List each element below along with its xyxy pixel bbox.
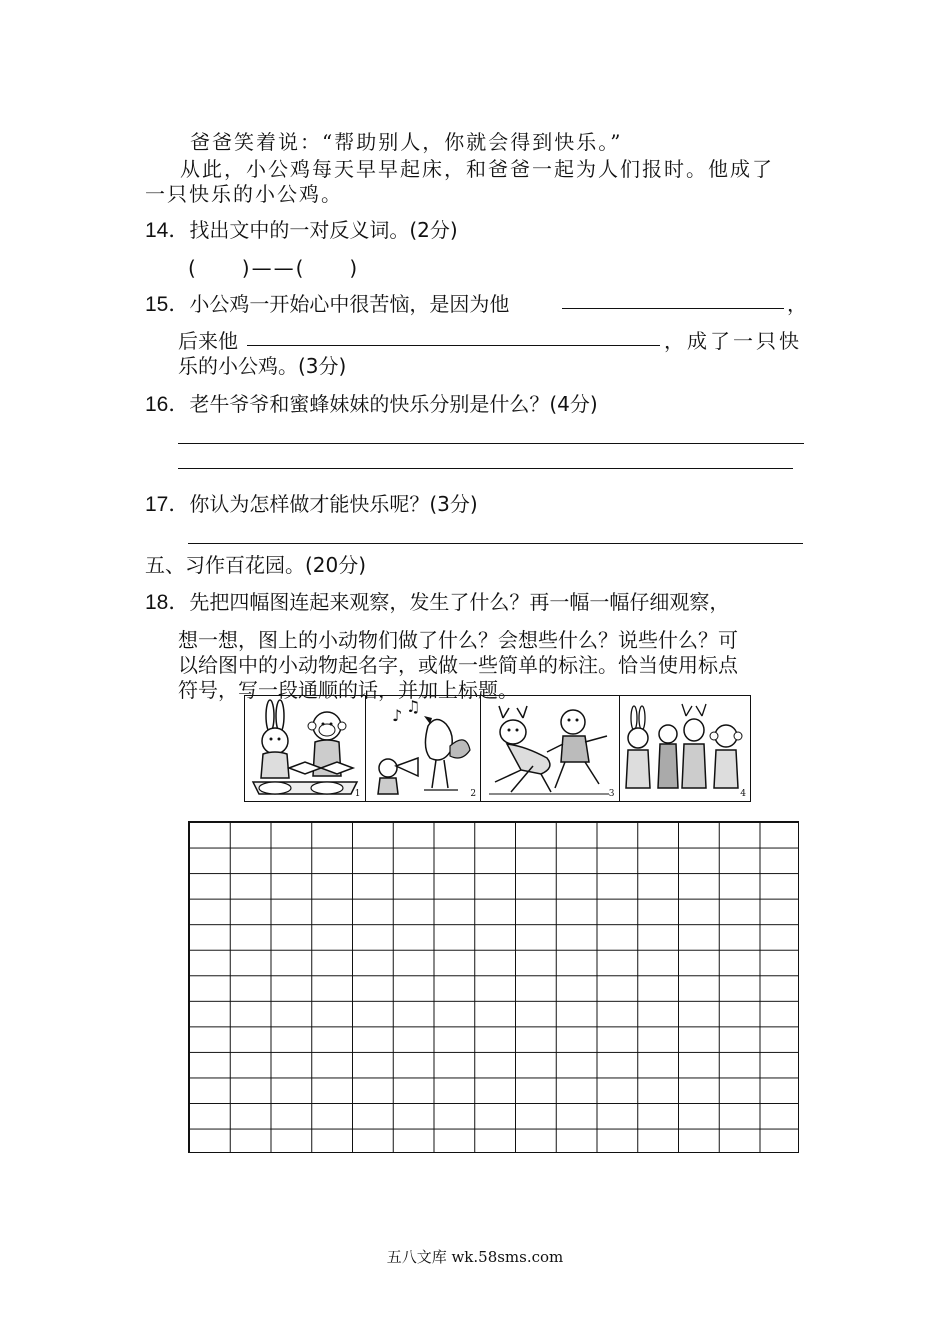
question-number: 14． — [145, 219, 190, 242]
picture-sequence — [244, 695, 751, 802]
q15-answer-blank-2[interactable] — [247, 325, 660, 346]
story-line-3: 一只快乐的小公鸡。 — [145, 182, 343, 206]
question-text: 你认为怎样做才能快乐呢？(3分) — [189, 492, 478, 516]
question-text: 先把四幅图连起来观察，发生了什么？再一幅一幅仔细观察， — [189, 590, 730, 614]
story-line-2: 从此，小公鸡每天早早起床，和爸爸一起为人们报时。他成了 — [180, 157, 774, 181]
q18-line-4: 符号，写一段通顺的话，并加上标题。 — [178, 678, 518, 702]
animals-group-illustration — [620, 696, 749, 800]
rabbit-monkey-reading-illustration — [245, 696, 364, 800]
question-text: 小公鸡一开始心中很苦恼，是因为他 — [189, 292, 510, 316]
picture-4 — [620, 696, 750, 801]
picture-number: 4 — [740, 789, 747, 799]
picture-3 — [481, 696, 619, 801]
picture-number: 1 — [354, 789, 361, 799]
picture-number: 3 — [608, 789, 615, 799]
q16-answer-line-2[interactable] — [178, 468, 793, 469]
q15-part3: ，成了一只快 — [664, 329, 802, 353]
question-16 — [145, 388, 598, 418]
deer-monkey-running-illustration — [481, 696, 618, 800]
picture-number: 2 — [470, 789, 477, 799]
q16-answer-line-1[interactable] — [178, 443, 804, 444]
question-17 — [145, 488, 478, 518]
question-number: 17． — [145, 493, 190, 516]
q18-line-2: 想一想，图上的小动物们做了什么？会想些什么？说些什么？可 — [178, 628, 738, 652]
q15-part2: 后来他 — [178, 329, 238, 353]
footer-watermark: 五八文库 wk.58sms.com — [386, 1248, 564, 1266]
q14-answer-blanks[interactable]: ( )——( ) — [188, 256, 360, 280]
picture-1 — [245, 696, 366, 801]
monkey-rooster-music-illustration — [366, 696, 480, 800]
svg-text:♫: ♫ — [405, 697, 420, 716]
story-line-1: 爸爸笑着说：“帮助别人，你就会得到快乐。” — [190, 130, 623, 154]
question-14 — [145, 214, 458, 244]
svg-text:♪: ♪ — [391, 706, 402, 725]
question-number: 15． — [145, 293, 190, 316]
writing-grid[interactable] — [188, 821, 799, 1153]
question-number: 16． — [145, 393, 190, 416]
question-18 — [145, 586, 729, 616]
section-5-title: 五、习作百花园。(20分) — [145, 553, 367, 577]
question-15 — [145, 288, 509, 318]
question-text: 找出文中的一对反义词。(2分) — [189, 218, 458, 242]
q15-part4: 乐的小公鸡。(3分) — [178, 354, 347, 378]
question-text: 老牛爷爷和蜜蜂妹妹的快乐分别是什么？(4分) — [189, 392, 598, 416]
q17-answer-line[interactable] — [188, 543, 803, 544]
question-number: 18． — [145, 591, 190, 614]
q18-line-3: 以给图中的小动物起名字，或做一些简单的标注。恰当使用标点 — [178, 653, 738, 677]
q15-comma: ， — [787, 292, 807, 316]
q15-answer-blank-1[interactable] — [562, 288, 784, 309]
picture-2 — [366, 696, 482, 801]
